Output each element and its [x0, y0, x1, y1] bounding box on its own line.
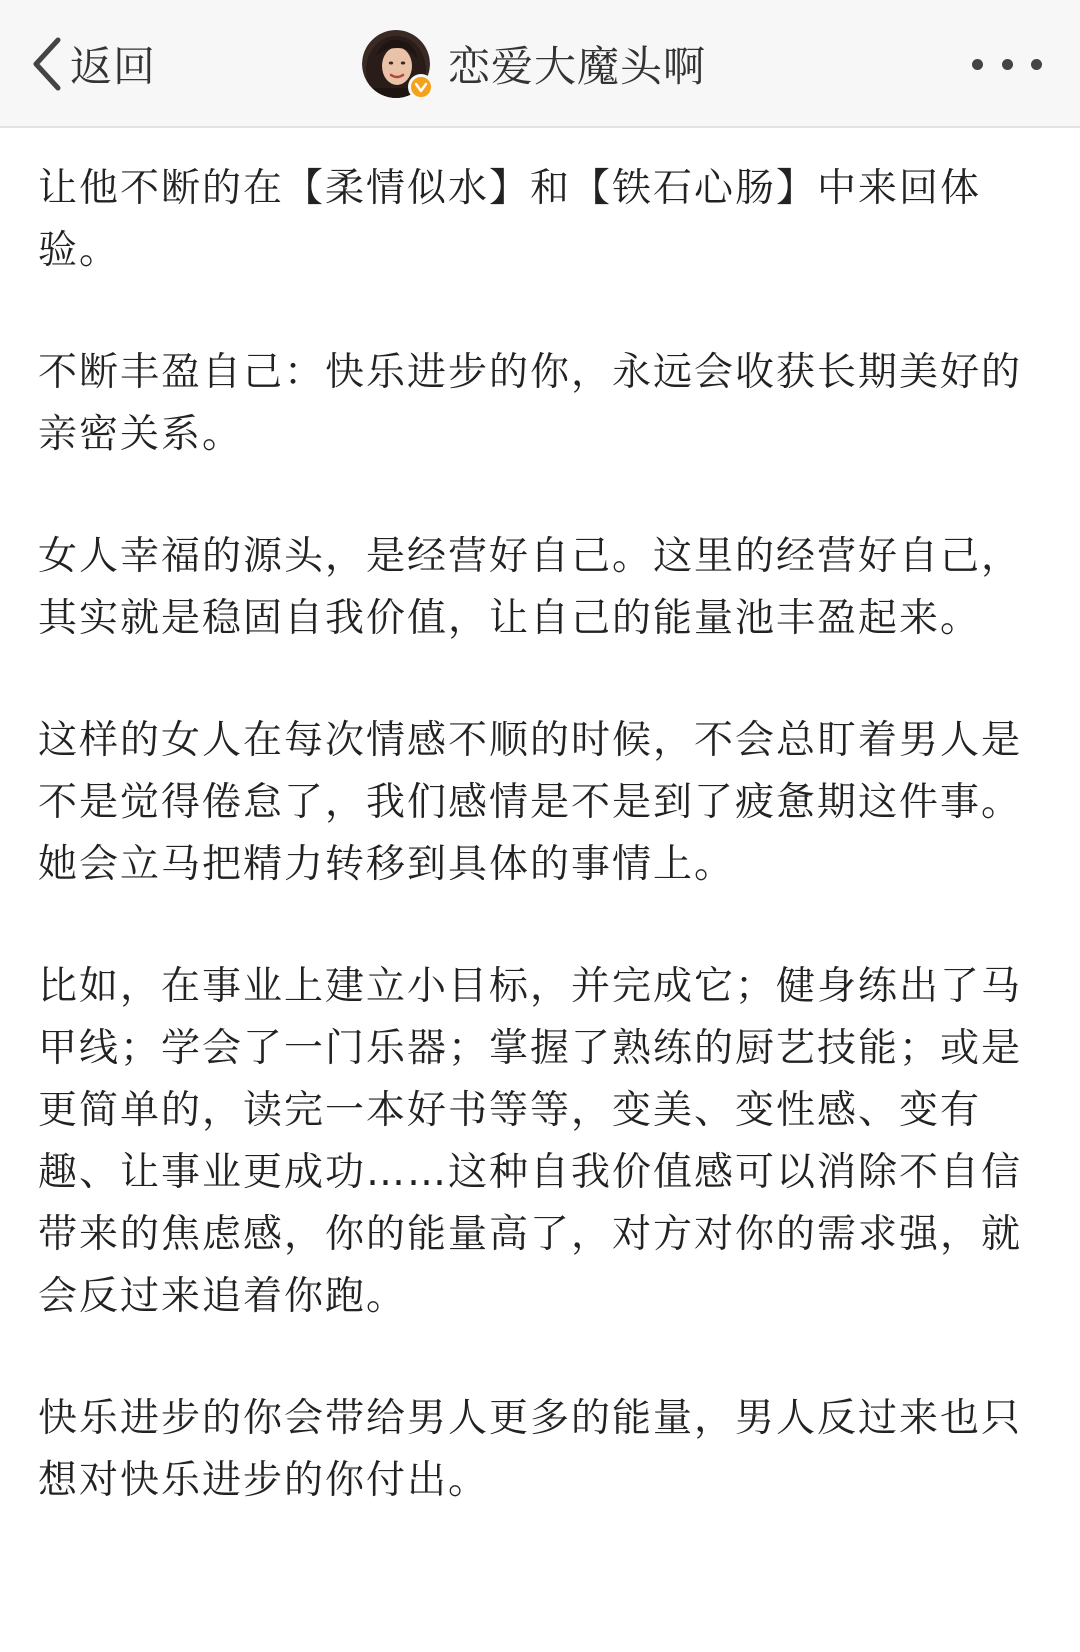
- more-dot: [972, 59, 983, 70]
- back-button[interactable]: [30, 30, 156, 98]
- post-paragraph: 这样的女人在每次情感不顺的时候，不会总盯着男人是不是觉得倦怠了，我们感情是不是到了疲惫期这件事。她会立马把精力转移到具体的事情上。: [38, 718, 1023, 887]
- more-dot: [1031, 59, 1042, 70]
- post-paragraph: 快乐进步的你会带给男人更多的能量，男人反过来也只想对快乐进步的你付出。: [38, 1396, 1023, 1503]
- navigation-bar: [0, 0, 1080, 128]
- more-dot: [1002, 59, 1013, 70]
- chevron-left-icon: [30, 36, 64, 92]
- avatar[interactable]: [362, 30, 430, 98]
- post-content: [38, 158, 1048, 1572]
- author-profile[interactable]: [362, 28, 706, 100]
- verified-badge-icon: [408, 74, 434, 100]
- username[interactable]: 恋爱大魔头啊: [448, 42, 707, 91]
- back-label: 返回: [70, 42, 157, 91]
- post-paragraph: 让他不断的在【柔情似水】和【铁石心肠】中来回体验。: [38, 166, 982, 273]
- post-paragraph: 不断丰盈自己：快乐进步的你，永远会收获长期美好的亲密关系。: [38, 350, 1023, 457]
- post-paragraph: 女人幸福的源头，是经营好自己。这里的经营好自己，其实就是稳固自我价值，让自己的能量池丰盈起来。: [38, 534, 1023, 641]
- more-dots-icon[interactable]: [972, 44, 1042, 84]
- post-paragraph: 比如，在事业上建立小目标，并完成它；健身练出了马甲线；学会了一门乐器；掌握了熟练的厨艺技能；或是更简单的，读完一本好书等等，变美、变性感、变有趣、让事业更成功……这种自我价值感可以消除不自信带来的焦虑感，你的能量高了，对方对你的需求强，就会反过来追着你跑。: [38, 964, 1023, 1319]
